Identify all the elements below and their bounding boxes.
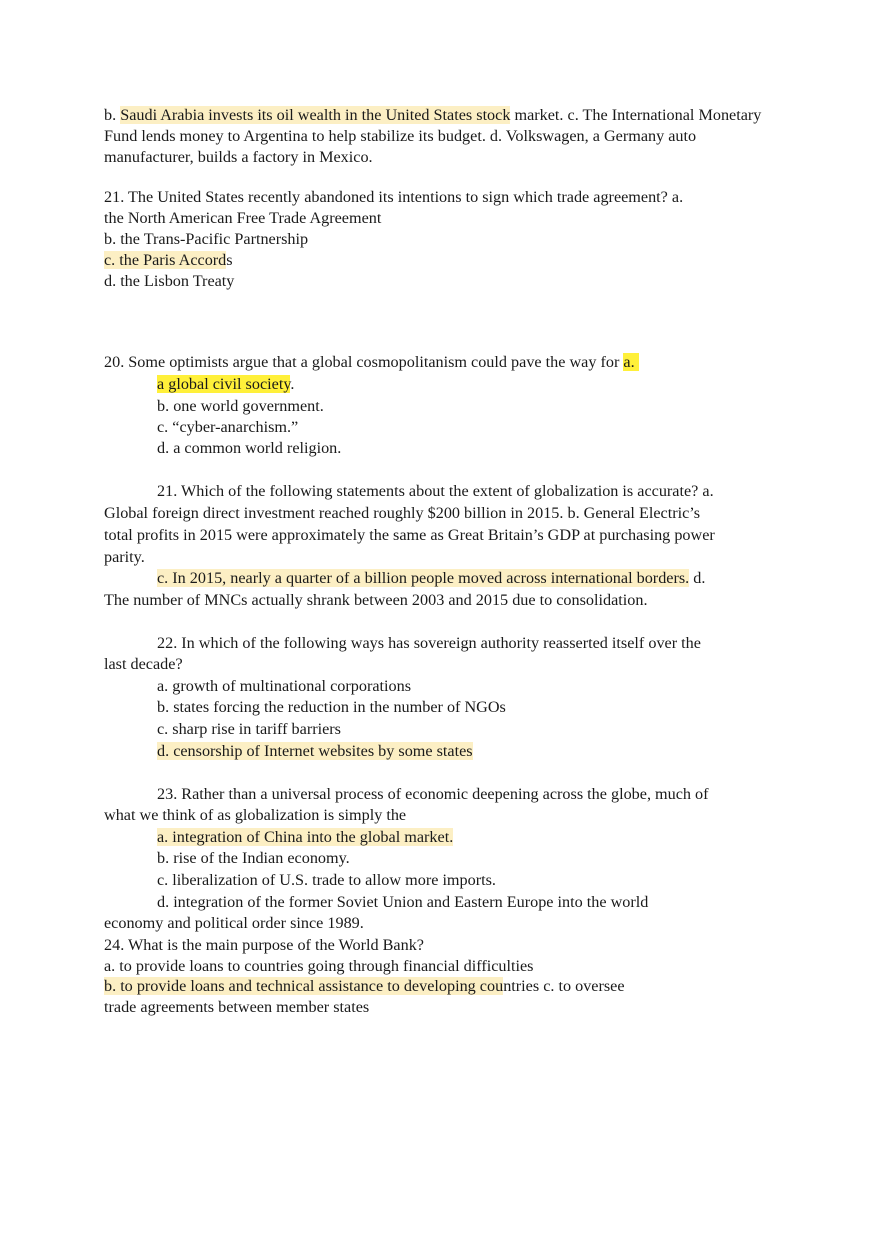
line: economy and political order since 1989. bbox=[104, 914, 364, 932]
line: manufacturer, builds a factory in Mexico. bbox=[104, 148, 373, 166]
text: 20. Some optimists argue that a global cosmopolitanism could pave the way for bbox=[104, 353, 624, 371]
question-line: 21. Which of the following statements about the extent of globalization is accurate? a. bbox=[157, 482, 714, 500]
highlighted-text: Saudi Arabia invests its oil wealth in the United States stock bbox=[120, 106, 511, 124]
line: trade agreements between member states bbox=[104, 998, 370, 1016]
option-line: b. the Trans-Pacific Partnership bbox=[104, 230, 309, 248]
text: ntries c. to oversee bbox=[503, 977, 625, 995]
highlighted-text: a global civil society bbox=[157, 375, 291, 393]
line: parity. bbox=[104, 548, 145, 566]
question-line: 23. Rather than a universal process of economic deepening across the globe, much of bbox=[157, 785, 709, 803]
highlight-pad bbox=[635, 353, 639, 371]
option-line: d. a common world religion. bbox=[157, 439, 342, 457]
option-line bbox=[157, 741, 473, 762]
question-line: 22. In which of the following ways has sovereign authority reasserted itself over the bbox=[157, 634, 701, 652]
highlighted-text: d. censorship of Internet websites by some states bbox=[157, 742, 473, 760]
highlighted-text: c. the Paris Accord bbox=[104, 251, 227, 269]
question-line: 24. What is the main purpose of the World Bank? bbox=[104, 936, 424, 954]
option-line: the North American Free Trade Agreement bbox=[104, 209, 382, 227]
highlighted-text: a. bbox=[623, 353, 635, 371]
option-line: b. one world government. bbox=[157, 397, 324, 415]
line: last decade? bbox=[104, 655, 183, 673]
highlighted-text: a. integration of China into the global market. bbox=[157, 828, 454, 846]
option-line bbox=[104, 250, 233, 271]
text: d. bbox=[689, 569, 706, 587]
question-line bbox=[104, 352, 639, 373]
option-line bbox=[157, 374, 294, 395]
text: b. bbox=[104, 106, 121, 124]
line: Fund lends money to Argentina to help stabilize its budget. d. Volkswagen, a Germany auto bbox=[104, 127, 697, 145]
line bbox=[104, 105, 761, 126]
option-line: d. the Lisbon Treaty bbox=[104, 272, 235, 290]
line: Global foreign direct investment reached roughly $200 billion in 2015. b. General Electric’s bbox=[104, 504, 701, 522]
line bbox=[157, 568, 705, 589]
option-line: c. sharp rise in tariff barriers bbox=[157, 720, 341, 738]
highlighted-text: c. In 2015, nearly a quarter of a billion people moved across international borders. bbox=[157, 569, 690, 587]
option-line: b. states forcing the reduction in the number of NGOs bbox=[157, 698, 506, 716]
option-line: b. rise of the Indian economy. bbox=[157, 849, 350, 867]
line: what we think of as globalization is simply the bbox=[104, 806, 407, 824]
option-line bbox=[157, 827, 453, 848]
option-line bbox=[104, 976, 625, 997]
line: The number of MNCs actually shrank between 2003 and 2015 due to consolidation. bbox=[104, 591, 648, 609]
question-line: 21. The United States recently abandoned its intentions to sign which trade agreement? a. bbox=[104, 188, 684, 206]
text: market. c. The International Monetary bbox=[510, 106, 762, 124]
option-line: a. to provide loans to countries going through financial difficulties bbox=[104, 957, 534, 975]
text: . bbox=[290, 375, 295, 393]
option-line: c. liberalization of U.S. trade to allow more imports. bbox=[157, 871, 496, 889]
option-line: a. growth of multinational corporations bbox=[157, 677, 411, 695]
option-line: c. “cyber-anarchism.” bbox=[157, 418, 299, 436]
highlighted-text: b. to provide loans and technical assistance to developing cou bbox=[104, 977, 504, 995]
text: s bbox=[226, 251, 233, 269]
option-line: d. integration of the former Soviet Union and Eastern Europe into the world bbox=[157, 893, 649, 911]
line: total profits in 2015 were approximately the same as Great Britain’s GDP at purchasing power bbox=[104, 526, 715, 544]
